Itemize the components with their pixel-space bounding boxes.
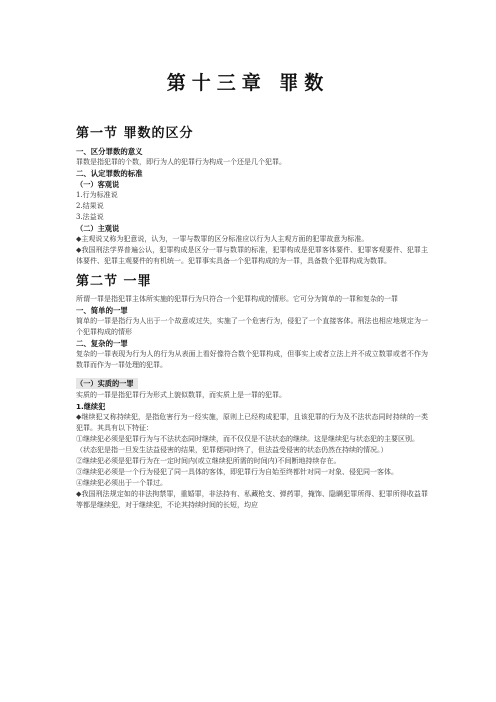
document-body bbox=[76, 122, 428, 511]
heading-subjective: （二）主观说 bbox=[76, 224, 120, 233]
list-item: 3.法益说 bbox=[76, 213, 104, 221]
list-item: 2.结果说 bbox=[76, 202, 104, 210]
paragraph-simple: 简单的一罪是指行为人出于一个故意或过失，实施了一个危害行为，侵犯了一个直接客体。刑法也相应地规定为一个犯罪构成的情形 bbox=[76, 317, 428, 336]
paragraph-continuing-1: ◆继续犯又称持续犯，是指危害行为一经实施，原则上已经构成犯罪，且该犯罪的行为及不法状态同时持续的一类犯罪。其具有以下特征： bbox=[76, 413, 428, 432]
paragraph-subjective-2: ◆我国刑法学界普遍公认，犯罪构成是区分一罪与数罪的标准，犯罪构成是犯罪客体要件、犯罪客观要件、犯罪主体要件、犯罪主观要件的有机统一。犯罪事实具备一个犯罪构成的为一罪，具备数个犯罪构成为数罪。 bbox=[76, 246, 428, 265]
paragraph-continuing-4: ②继续犯必须是犯罪行为在一定时间内(或立继续犯所需的时间内)不间断地持续存在。 bbox=[76, 457, 341, 465]
paragraph-continuing-7: ◆我国刑法规定如的非法拘禁罪，重婚罪，非法持有、私藏枪支、弹药罪，掩饰、隐瞒犯罪所得、犯罪所得收益罪等都是继续犯，对于继续犯，不论其持续时间的长短，均应 bbox=[76, 490, 428, 509]
chapter-title: 第十三章 罪数 bbox=[166, 72, 330, 94]
section-1-title: 第一节 罪数的区分 bbox=[76, 126, 194, 141]
heading-substantive: （一）实质的一罪 bbox=[76, 378, 138, 389]
paragraph-subjective-1: ◆主观说又称为犯意说，认为，一罪与数罪的区分标准应以行为人主观方面的犯罪故意为标准。 bbox=[76, 235, 369, 243]
paragraph-continuing-3: （状态犯是指一旦发生法益侵害的结果，犯罪便同时终了，但法益受侵害的状态仍然在持续的情况。） bbox=[76, 446, 388, 454]
paragraph-complex: 复杂的一罪表现为行为人的行为从表面上看好像符合数个犯罪构成，但事实上或者立法上并不成立数罪或者不作为数罪而作为一罪处理的犯罪。 bbox=[76, 350, 428, 369]
paragraph-continuing-6: ④继续犯必须出于一个罪过。 bbox=[76, 479, 167, 487]
heading-continuing: 1.继续犯 bbox=[76, 402, 106, 411]
paragraph-substantive: 实质的一罪是指犯罪行为形式上貌似数罪，而实质上是一罪的犯罪。 bbox=[76, 391, 286, 399]
paragraph-continuing-2: ①继续犯必须是犯罪行为与不法状态同时继续，而不仅仅是不法状态的继续。这是继续犯与状态犯的主要区别。 bbox=[76, 435, 419, 443]
heading-simple: 一、简单的一罪 bbox=[76, 306, 128, 315]
heading-standard: 二、认定罪数的标准 bbox=[76, 169, 143, 178]
section-2-title: 第二节 一罪 bbox=[76, 274, 152, 289]
heading-complex: 二、复杂的一罪 bbox=[76, 339, 128, 348]
heading-objective: （一）客观说 bbox=[76, 180, 120, 189]
list-item: 1.行为标准说 bbox=[76, 191, 118, 199]
heading-meaning: 一、区分罪数的意义 bbox=[76, 147, 143, 156]
paragraph-continuing-5: ③继续犯必须是一个行为侵犯了同一具体的客体，即犯罪行为自始至终都针对同一对象、侵犯同一客体。 bbox=[76, 468, 398, 476]
paragraph-meaning: 罪数是指犯罪的个数，即行为人的犯罪行为构成一个还是几个犯罪。 bbox=[76, 158, 286, 166]
paragraph-intro: 所谓一罪是指犯罪主体所实施的犯罪行为只符合一个犯罪构成的情形。它可分为简单的一罪和复杂的一罪 bbox=[76, 295, 398, 303]
